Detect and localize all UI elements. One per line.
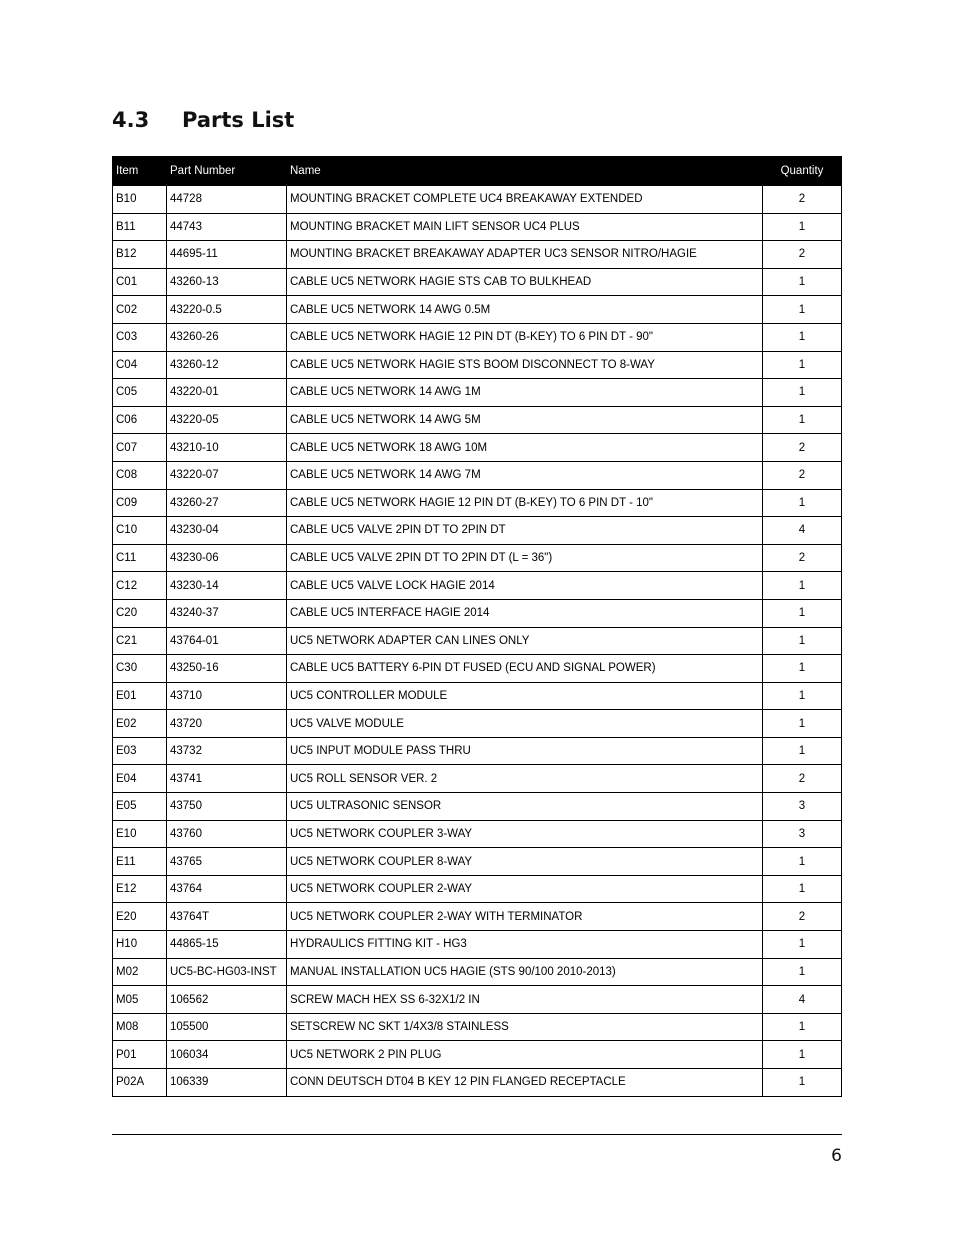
cell-item: C20 xyxy=(113,599,167,627)
cell-item: P01 xyxy=(113,1041,167,1069)
cell-part-number: 43260-27 xyxy=(167,489,287,517)
cell-name: UC5 INPUT MODULE PASS THRU xyxy=(287,737,763,765)
cell-part-number: 43764T xyxy=(167,903,287,931)
cell-name: CABLE UC5 NETWORK 14 AWG 0.5M xyxy=(287,296,763,324)
cell-item: C21 xyxy=(113,627,167,655)
cell-quantity: 1 xyxy=(763,627,842,655)
cell-part-number: 44865-15 xyxy=(167,931,287,959)
cell-part-number: 43760 xyxy=(167,820,287,848)
cell-name: UC5 NETWORK COUPLER 3-WAY xyxy=(287,820,763,848)
table-row xyxy=(113,765,842,793)
cell-name: SETSCREW NC SKT 1/4X3/8 STAINLESS xyxy=(287,1013,763,1041)
cell-name: CABLE UC5 NETWORK HAGIE 12 PIN DT (B-KEY) TO 6 PIN DT - 90" xyxy=(287,323,763,351)
cell-part-number: 106339 xyxy=(167,1069,287,1097)
cell-item: E02 xyxy=(113,710,167,738)
cell-quantity: 1 xyxy=(763,379,842,407)
section-heading xyxy=(112,108,294,132)
cell-quantity: 1 xyxy=(763,572,842,600)
section-title: Parts List xyxy=(182,108,295,132)
cell-part-number: 43250-16 xyxy=(167,655,287,683)
header-item: Item xyxy=(113,157,167,186)
cell-item: C09 xyxy=(113,489,167,517)
cell-quantity: 1 xyxy=(763,875,842,903)
cell-part-number: 43240-37 xyxy=(167,599,287,627)
page-number: 6 xyxy=(831,1146,842,1166)
cell-part-number: UC5-BC-HG03-INST xyxy=(167,958,287,986)
cell-quantity: 4 xyxy=(763,517,842,545)
cell-name: CABLE UC5 NETWORK 14 AWG 7M xyxy=(287,461,763,489)
table-row xyxy=(113,186,842,214)
cell-quantity: 2 xyxy=(763,903,842,931)
cell-quantity: 1 xyxy=(763,599,842,627)
cell-item: E04 xyxy=(113,765,167,793)
cell-item: E11 xyxy=(113,848,167,876)
table-header-row xyxy=(113,157,842,186)
cell-name: SCREW MACH HEX SS 6-32X1/2 IN xyxy=(287,986,763,1014)
cell-part-number: 43764-01 xyxy=(167,627,287,655)
cell-name: UC5 NETWORK COUPLER 8-WAY xyxy=(287,848,763,876)
table-row xyxy=(113,1069,842,1097)
table-row xyxy=(113,213,842,241)
cell-part-number: 43260-12 xyxy=(167,351,287,379)
cell-item: C06 xyxy=(113,406,167,434)
cell-item: C04 xyxy=(113,351,167,379)
cell-name: CABLE UC5 NETWORK HAGIE 12 PIN DT (B-KEY) TO 6 PIN DT - 10" xyxy=(287,489,763,517)
cell-quantity: 1 xyxy=(763,655,842,683)
cell-name: UC5 VALVE MODULE xyxy=(287,710,763,738)
table-row xyxy=(113,517,842,545)
cell-quantity: 4 xyxy=(763,986,842,1014)
cell-item: M02 xyxy=(113,958,167,986)
cell-part-number: 43230-04 xyxy=(167,517,287,545)
table-row xyxy=(113,848,842,876)
cell-name: MANUAL INSTALLATION UC5 HAGIE (STS 90/100 2010-2013) xyxy=(287,958,763,986)
table-row xyxy=(113,379,842,407)
header-name: Name xyxy=(287,157,763,186)
cell-name: MOUNTING BRACKET MAIN LIFT SENSOR UC4 PLUS xyxy=(287,213,763,241)
cell-item: E12 xyxy=(113,875,167,903)
cell-name: MOUNTING BRACKET BREAKAWAY ADAPTER UC3 SENSOR NITRO/HAGIE xyxy=(287,241,763,269)
cell-part-number: 43750 xyxy=(167,793,287,821)
cell-name: UC5 NETWORK 2 PIN PLUG xyxy=(287,1041,763,1069)
section-number: 4.3 xyxy=(112,108,150,132)
cell-part-number: 43230-14 xyxy=(167,572,287,600)
table-row xyxy=(113,351,842,379)
table-row xyxy=(113,406,842,434)
cell-item: E05 xyxy=(113,793,167,821)
cell-quantity: 2 xyxy=(763,544,842,572)
cell-item: M08 xyxy=(113,1013,167,1041)
cell-item: C10 xyxy=(113,517,167,545)
table-row xyxy=(113,489,842,517)
table-row xyxy=(113,296,842,324)
cell-item: P02A xyxy=(113,1069,167,1097)
table-row xyxy=(113,572,842,600)
table-row xyxy=(113,931,842,959)
cell-name: CABLE UC5 NETWORK 18 AWG 10M xyxy=(287,434,763,462)
cell-item: C05 xyxy=(113,379,167,407)
table-row xyxy=(113,434,842,462)
table-row xyxy=(113,655,842,683)
table-row xyxy=(113,323,842,351)
cell-item: C07 xyxy=(113,434,167,462)
cell-quantity: 3 xyxy=(763,820,842,848)
parts-table xyxy=(112,156,842,1097)
cell-item: E20 xyxy=(113,903,167,931)
cell-item: C11 xyxy=(113,544,167,572)
table-row xyxy=(113,599,842,627)
cell-quantity: 2 xyxy=(763,461,842,489)
cell-quantity: 1 xyxy=(763,710,842,738)
cell-quantity: 1 xyxy=(763,1041,842,1069)
cell-quantity: 1 xyxy=(763,296,842,324)
cell-part-number: 43230-06 xyxy=(167,544,287,572)
cell-part-number: 43741 xyxy=(167,765,287,793)
cell-name: CABLE UC5 VALVE LOCK HAGIE 2014 xyxy=(287,572,763,600)
cell-name: CABLE UC5 NETWORK 14 AWG 5M xyxy=(287,406,763,434)
cell-quantity: 1 xyxy=(763,489,842,517)
cell-quantity: 1 xyxy=(763,931,842,959)
table-row xyxy=(113,461,842,489)
cell-quantity: 2 xyxy=(763,765,842,793)
parts-table-body xyxy=(113,186,842,1097)
cell-item: C03 xyxy=(113,323,167,351)
cell-item: C01 xyxy=(113,268,167,296)
cell-name: CABLE UC5 NETWORK HAGIE STS BOOM DISCONNECT TO 8-WAY xyxy=(287,351,763,379)
table-row xyxy=(113,627,842,655)
cell-part-number: 43260-26 xyxy=(167,323,287,351)
cell-part-number: 106034 xyxy=(167,1041,287,1069)
cell-quantity: 1 xyxy=(763,682,842,710)
footer-divider xyxy=(112,1134,842,1135)
header-part-number: Part Number xyxy=(167,157,287,186)
cell-item: B11 xyxy=(113,213,167,241)
table-row xyxy=(113,958,842,986)
cell-name: CABLE UC5 NETWORK HAGIE STS CAB TO BULKHEAD xyxy=(287,268,763,296)
table-row xyxy=(113,1013,842,1041)
table-row xyxy=(113,544,842,572)
cell-item: B12 xyxy=(113,241,167,269)
cell-part-number: 43764 xyxy=(167,875,287,903)
table-row xyxy=(113,268,842,296)
cell-name: CABLE UC5 VALVE 2PIN DT TO 2PIN DT xyxy=(287,517,763,545)
cell-part-number: 106562 xyxy=(167,986,287,1014)
cell-quantity: 1 xyxy=(763,848,842,876)
cell-part-number: 43710 xyxy=(167,682,287,710)
cell-item: E10 xyxy=(113,820,167,848)
cell-item: C02 xyxy=(113,296,167,324)
cell-item: C12 xyxy=(113,572,167,600)
cell-part-number: 43220-0.5 xyxy=(167,296,287,324)
cell-part-number: 43210-10 xyxy=(167,434,287,462)
cell-part-number: 44695-11 xyxy=(167,241,287,269)
cell-quantity: 2 xyxy=(763,434,842,462)
cell-item: M05 xyxy=(113,986,167,1014)
cell-name: CABLE UC5 INTERFACE HAGIE 2014 xyxy=(287,599,763,627)
cell-quantity: 2 xyxy=(763,241,842,269)
table-row xyxy=(113,903,842,931)
cell-part-number: 43220-01 xyxy=(167,379,287,407)
cell-name: UC5 CONTROLLER MODULE xyxy=(287,682,763,710)
cell-part-number: 43765 xyxy=(167,848,287,876)
header-quantity: Quantity xyxy=(763,157,842,186)
table-row xyxy=(113,875,842,903)
cell-name: HYDRAULICS FITTING KIT - HG3 xyxy=(287,931,763,959)
cell-part-number: 43260-13 xyxy=(167,268,287,296)
cell-quantity: 1 xyxy=(763,323,842,351)
cell-name: UC5 NETWORK COUPLER 2-WAY WITH TERMINATOR xyxy=(287,903,763,931)
cell-name: UC5 ULTRASONIC SENSOR xyxy=(287,793,763,821)
cell-quantity: 3 xyxy=(763,793,842,821)
cell-item: E03 xyxy=(113,737,167,765)
cell-part-number: 43732 xyxy=(167,737,287,765)
cell-name: MOUNTING BRACKET COMPLETE UC4 BREAKAWAY EXTENDED xyxy=(287,186,763,214)
cell-name: UC5 ROLL SENSOR VER. 2 xyxy=(287,765,763,793)
cell-item: C08 xyxy=(113,461,167,489)
table-row xyxy=(113,682,842,710)
cell-item: H10 xyxy=(113,931,167,959)
table-row xyxy=(113,710,842,738)
cell-quantity: 1 xyxy=(763,213,842,241)
table-row xyxy=(113,1041,842,1069)
cell-name: CABLE UC5 NETWORK 14 AWG 1M xyxy=(287,379,763,407)
cell-name: CABLE UC5 BATTERY 6-PIN DT FUSED (ECU AND SIGNAL POWER) xyxy=(287,655,763,683)
cell-name: CABLE UC5 VALVE 2PIN DT TO 2PIN DT (L = 36") xyxy=(287,544,763,572)
cell-quantity: 1 xyxy=(763,737,842,765)
cell-name: UC5 NETWORK COUPLER 2-WAY xyxy=(287,875,763,903)
table-row xyxy=(113,820,842,848)
cell-name: UC5 NETWORK ADAPTER CAN LINES ONLY xyxy=(287,627,763,655)
cell-quantity: 1 xyxy=(763,406,842,434)
table-row xyxy=(113,737,842,765)
cell-item: C30 xyxy=(113,655,167,683)
cell-part-number: 43220-05 xyxy=(167,406,287,434)
cell-quantity: 1 xyxy=(763,1013,842,1041)
cell-part-number: 43220-07 xyxy=(167,461,287,489)
cell-part-number: 44728 xyxy=(167,186,287,214)
cell-quantity: 1 xyxy=(763,1069,842,1097)
cell-part-number: 44743 xyxy=(167,213,287,241)
table-row xyxy=(113,793,842,821)
cell-name: CONN DEUTSCH DT04 B KEY 12 PIN FLANGED RECEPTACLE xyxy=(287,1069,763,1097)
cell-part-number: 105500 xyxy=(167,1013,287,1041)
cell-quantity: 1 xyxy=(763,351,842,379)
cell-quantity: 1 xyxy=(763,958,842,986)
cell-item: B10 xyxy=(113,186,167,214)
table-row xyxy=(113,241,842,269)
cell-quantity: 2 xyxy=(763,186,842,214)
table-row xyxy=(113,986,842,1014)
cell-quantity: 1 xyxy=(763,268,842,296)
cell-item: E01 xyxy=(113,682,167,710)
cell-part-number: 43720 xyxy=(167,710,287,738)
